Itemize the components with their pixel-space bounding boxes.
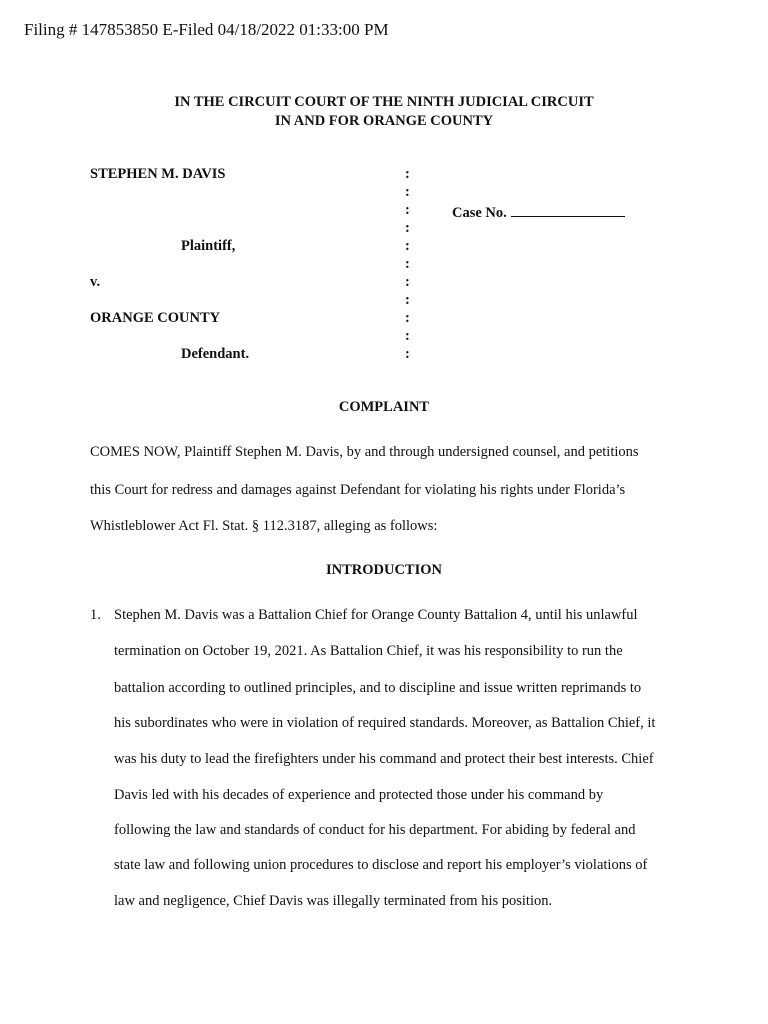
case-number-label: Case No. [452, 205, 507, 221]
paragraph-line: his subordinates who were in violation of required standards. Moreover, as Battalion Chief, it [114, 715, 656, 731]
filing-header: Filing # 147853850 E-Filed 04/18/2022 01:33:00 PM [24, 20, 389, 39]
caption-colon: : [405, 184, 410, 200]
paragraph-line: battalion according to outlined principles, and to discipline and issue written reprimands to [114, 680, 642, 696]
defendant-name: ORANGE COUNTY [90, 310, 221, 326]
caption-colon: : [405, 292, 410, 308]
plaintiff-label: Plaintiff, [181, 238, 236, 254]
caption-colon: : [405, 256, 410, 272]
court-name-line-2: IN AND FOR ORANGE COUNTY [274, 113, 494, 129]
versus: v. [90, 274, 101, 290]
caption-colon: : [405, 346, 410, 362]
complaint-title: COMPLAINT [338, 399, 430, 415]
opening-line: this Court for redress and damages against Defendant for violating his rights under Florida’s [90, 482, 626, 498]
paragraph-line: Davis led with his decades of experience and protected those under his command by [114, 787, 604, 803]
paragraph-line: law and negligence, Chief Davis was illegally terminated from his position. [114, 893, 553, 909]
caption-colon: : [405, 328, 410, 344]
paragraph-line: was his duty to lead the firefighters under his command and protect their best interests. Chief [114, 751, 654, 767]
caption-colon: : [405, 202, 410, 218]
caption-colon: : [405, 274, 410, 290]
caption-colon: : [405, 166, 410, 182]
caption-colon: : [405, 238, 410, 254]
introduction-heading: INTRODUCTION [325, 562, 442, 578]
defendant-label: Defendant. [181, 346, 250, 362]
paragraph-line: termination on October 19, 2021. As Battalion Chief, it was his responsibility to run the [114, 643, 623, 659]
paragraph-line: Stephen M. Davis was a Battalion Chief for Orange County Battalion 4, until his unlawful [114, 607, 638, 623]
paragraph-number: 1. [90, 607, 101, 623]
opening-line: COMES NOW, Plaintiff Stephen M. Davis, by and through undersigned counsel, and petitions [90, 444, 639, 460]
case-number-field [452, 202, 625, 222]
caption-colon: : [405, 220, 410, 236]
paragraph-line: following the law and standards of conduct for his department. For abiding by federal and [114, 822, 636, 838]
plaintiff-name: STEPHEN M. DAVIS [90, 166, 226, 182]
opening-line: Whistleblower Act Fl. Stat. § 112.3187, alleging as follows: [90, 518, 438, 534]
paragraph-line: state law and following union procedures to disclose and report his employer’s violations of [114, 857, 648, 873]
case-number-blank [511, 202, 625, 217]
caption-colon: : [405, 310, 410, 326]
court-name-line-1: IN THE CIRCUIT COURT OF THE NINTH JUDICIAL CIRCUIT [174, 94, 594, 110]
